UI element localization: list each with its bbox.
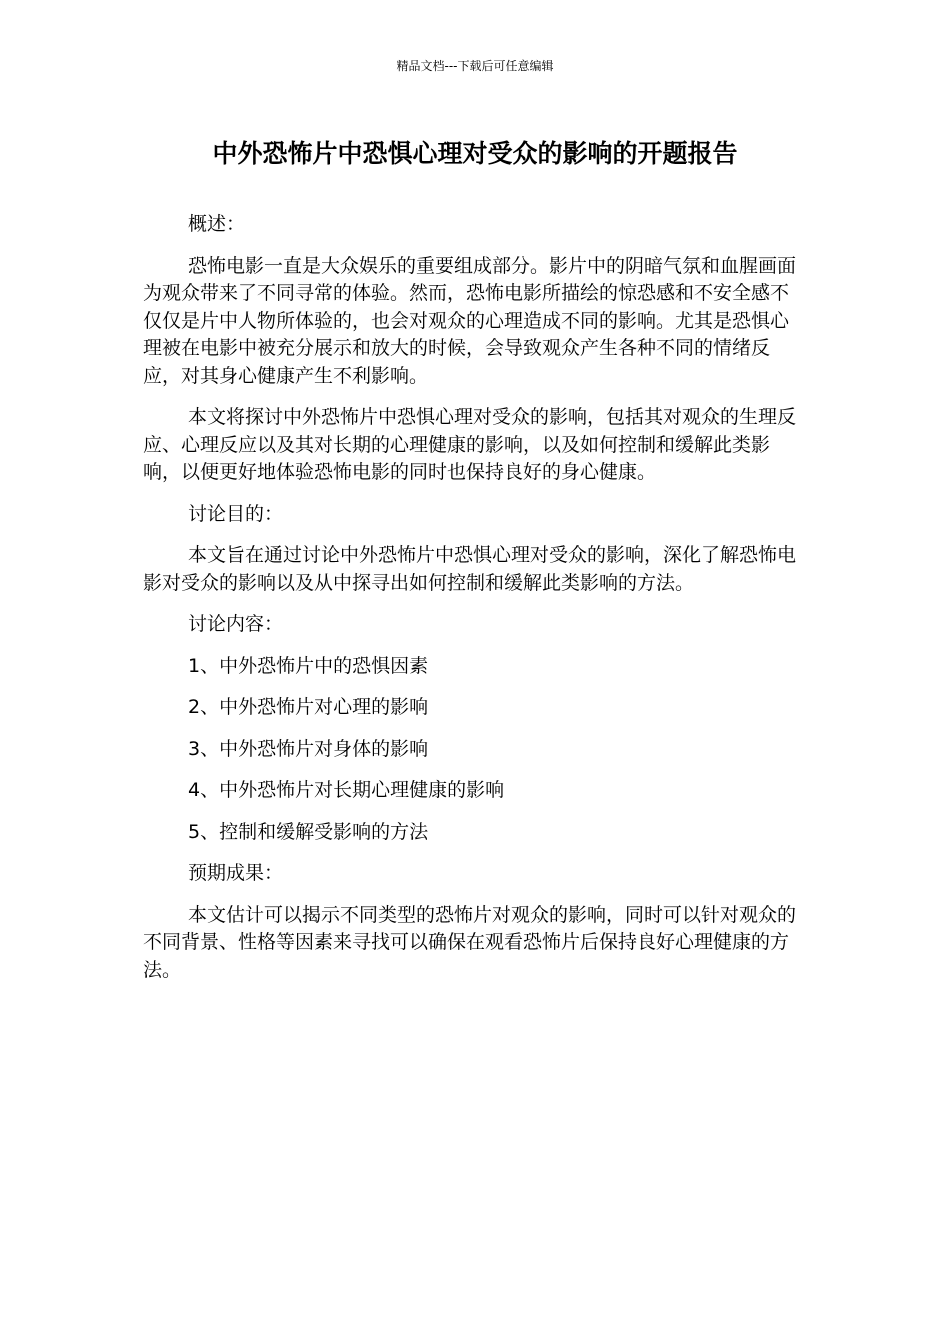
content-item-4: 4、中外恐怖片对长期心理健康的影响 <box>188 779 505 801</box>
purpose-paragraph: 本文旨在通过讨论中外恐怖片中恐惧心理对受众的影响，深化了解恐怖电影对受众的影响以及从中探寻出如何控制和缓解此类影响的方法。 <box>143 544 797 594</box>
overview-paragraph-2: 本文将探讨中外恐怖片中恐惧心理对受众的影响，包括其对观众的生理反应、心理反应以及其对长期的心理健康的影响，以及如何控制和缓解此类影响，以便更好地体验恐怖电影的同时也保持良好的身心健康。 <box>143 406 797 483</box>
purpose-heading: 讨论目的： <box>188 502 284 525</box>
document-title: 中外恐怖片中恐惧心理对受众的影响的开题报告 <box>212 139 738 168</box>
content-item-3: 3、中外恐怖片对身体的影响 <box>188 737 429 760</box>
content-heading: 讨论内容： <box>188 613 284 635</box>
page-header: 精品文档---下载后可任意编辑 <box>396 59 554 73</box>
content-item-2: 2、中外恐怖片对心理的影响 <box>188 696 429 718</box>
content-item-5: 5、控制和缓解受影响的方法 <box>188 820 429 843</box>
document-body <box>143 211 803 998</box>
results-heading: 预期成果： <box>188 862 284 884</box>
results-paragraph: 本文估计可以揭示不同类型的恐怖片对观众的影响，同时可以针对观众的不同背景、性格等因素来寻找可以确保在观看恐怖片后保持良好心理健康的方法。 <box>143 903 797 981</box>
content-item-1: 1、中外恐怖片中的恐惧因素 <box>188 654 429 677</box>
overview-heading: 概述： <box>188 213 246 235</box>
overview-paragraph-1: 恐怖电影一直是大众娱乐的重要组成部分。影片中的阴暗气氛和血腥画面为观众带来了不同寻常的体验。然而，恐怖电影所描绘的惊恐感和不安全感不仅仅是片中人物所体验的，也会对观众的心理造成不同的影响。尤其是恐惧心理被在电影中被充分展示和放大的时候，会导致观众产生各种不同的情绪反应，对其身心健康产生不利影响。 <box>143 254 797 387</box>
